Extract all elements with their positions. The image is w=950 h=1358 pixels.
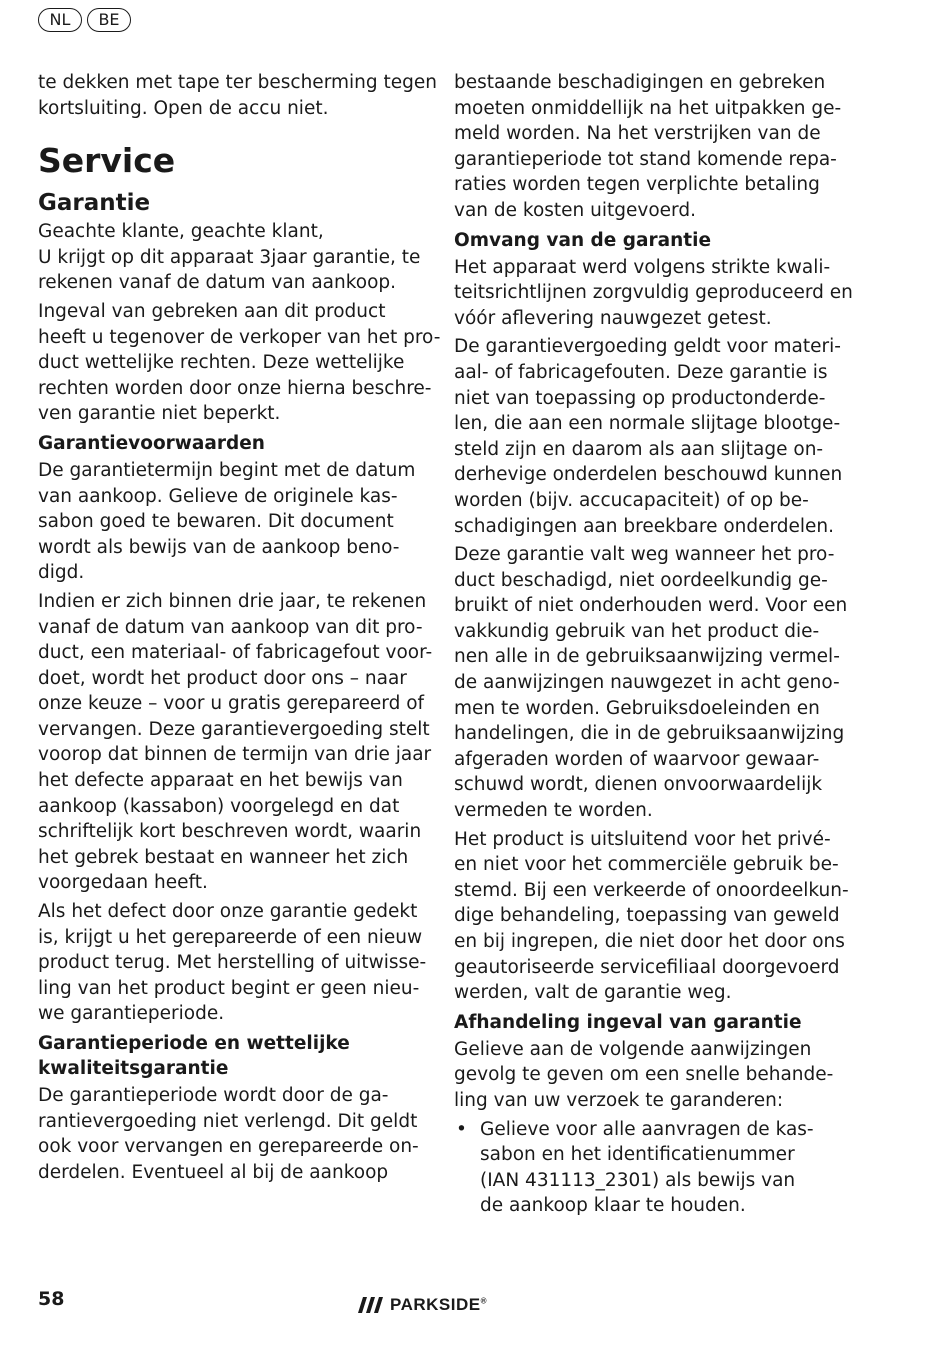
omvang-paragraph-4: Het product is uitsluitend voor het privé- en niet voor het commerciële gebruik be- stemd. Bij een verkeerde of onoordeelkun- dige behandeling, toepassing van geweld en bij ingrepen, die niet door het door ons geautoriseerde servicefiliaal doorgevoerd werden, valt de garantie weg.: [454, 828, 849, 1004]
voorwaarden-paragraph-3: Als het defect door onze garantie gedekt is, krijgt u het gerepareerde of een nieuw product terug. Met herstelling of uitwisse- ling van het product begint er geen nieu- we garantieperiode.: [38, 901, 427, 1025]
parkside-logo: [358, 1295, 487, 1315]
garantie-paragraph-2: Ingeval van gebreken aan dit product heeft u tegenover de verkoper van het pro- duct wettelijke rechten. Deze wettelijke rechten worden door onze hierna beschre- ven garantie niet beperkt.: [38, 300, 441, 425]
omvang-paragraph-2: De garantievergoeding geldt voor materi- aal- of fabricagefouten. Deze garantie is niet van toepassing op productonderde- len, die aan een normale slijtage blootge- steld zijn en daarom als aan slijtage on- derhevige onderdelen beschouwd kunnen worden (bijv. accucapaciteit) of op be- schadigingen aan breekbare onderdelen.: [454, 336, 843, 537]
voorwaarden-paragraph-1: De garantietermijn begint met de datum van aankoop. Gelieve de originele kas- sabon goed te bewaren. Dit document wordt als bewijs van de aankoop beno- digd.: [38, 459, 416, 584]
page-number: 58: [38, 1288, 65, 1310]
language-badge-nl: NL: [38, 8, 82, 32]
voorwaarden-paragraph-2: Indien er zich binnen drie jaar, te rekenen vanaf de datum van aankoop van dit pro- duct, een materiaal- of fabricagefout voor- doet, wordt het product door ons – naar onze keuze – voor u gratis gerepareerd of vervangen. Deze garantievergoeding stelt voorop dat binnen de termijn van drie jaar het defecte apparaat en het bewijs van aankoop (kassabon) voorgelegd en dat schriftelijk kort beschreven wordt, waarin het gebrek bestaat en wanneer het zich voorgedaan heeft.: [38, 590, 433, 894]
list-item: • Gelieve voor alle aanvragen de kas- sabon en het identificatienummer (IAN 431113_2301) als bewijs van de aankoop klaar te houden.: [456, 1118, 814, 1217]
bullet-icon: •: [456, 1118, 467, 1140]
garantie-paragraph-1: Geachte klante, geachte klant, U krijgt op dit apparaat 3jaar garantie, te rekenen vanaf de datum van aankoop.: [38, 221, 421, 294]
voorwaarden-heading: Garantievoorwaarden: [38, 432, 265, 454]
parkside-stripes-icon: [358, 1297, 384, 1313]
language-badge-be: BE: [87, 8, 131, 32]
periode-paragraph-continued: bestaande beschadigingen en gebreken moeten onmiddellijk na het uitpakken ge- meld worden. Na het verstrijken van de garantieperiode tot stand komende repa- raties worden tegen verplichte betaling van de kosten uitgevoerd.: [454, 72, 842, 221]
afhandeling-heading: Afhandeling ingeval van garantie: [454, 1011, 802, 1033]
periode-paragraph: De garantieperiode wordt door de ga- rantievergoeding niet verlengd. Dit geldt ook voor vervangen en gerepareerde on- derdelen. Eventueel al bij de aankoop: [38, 1085, 419, 1183]
garantie-heading: Garantie: [38, 190, 151, 217]
right-column: [454, 70, 853, 1219]
section-title: Service: [38, 141, 176, 181]
omvang-paragraph-1: Het apparaat werd volgens strikte kwali- teitsrichtlijnen zorgvuldig geproduceerd en vóór aflevering nauwgezet getest.: [454, 256, 853, 329]
periode-heading: Garantieperiode en wettelijke kwaliteitsgarantie: [38, 1033, 350, 1079]
omvang-heading: Omvang van de garantie: [454, 229, 712, 251]
language-badges: [38, 8, 131, 32]
left-column: [38, 70, 441, 1188]
brand-name: PARKSIDE®: [390, 1295, 487, 1314]
afhandeling-paragraph: Gelieve aan de volgende aanwijzingen gevolg te geven om een snelle behande- ling van uw verzoek te garanderen:: [454, 1038, 834, 1111]
intro-paragraph: te dekken met tape ter bescherming tegen kortsluiting. Open de accu niet.: [38, 72, 437, 119]
afhandeling-bullet-list: [454, 1117, 839, 1219]
omvang-paragraph-3: Deze garantie valt weg wanneer het pro- duct beschadigd, niet oordeelkundig ge- bruikt of niet onderhouden werd. Voor een vakkundig gebruik van het product die- nen alle in de gebruiksaanwijzing vermel- de aanwijzingen nauwgezet in acht geno- men te worden. Gebruiksdoeleinden en handelingen, die in de gebruiksaanwijzing afgeraden worden of waarvoor gewaar- schuwd wordt, dienen onvoorwaardelijk vermeden te worden.: [454, 544, 848, 822]
